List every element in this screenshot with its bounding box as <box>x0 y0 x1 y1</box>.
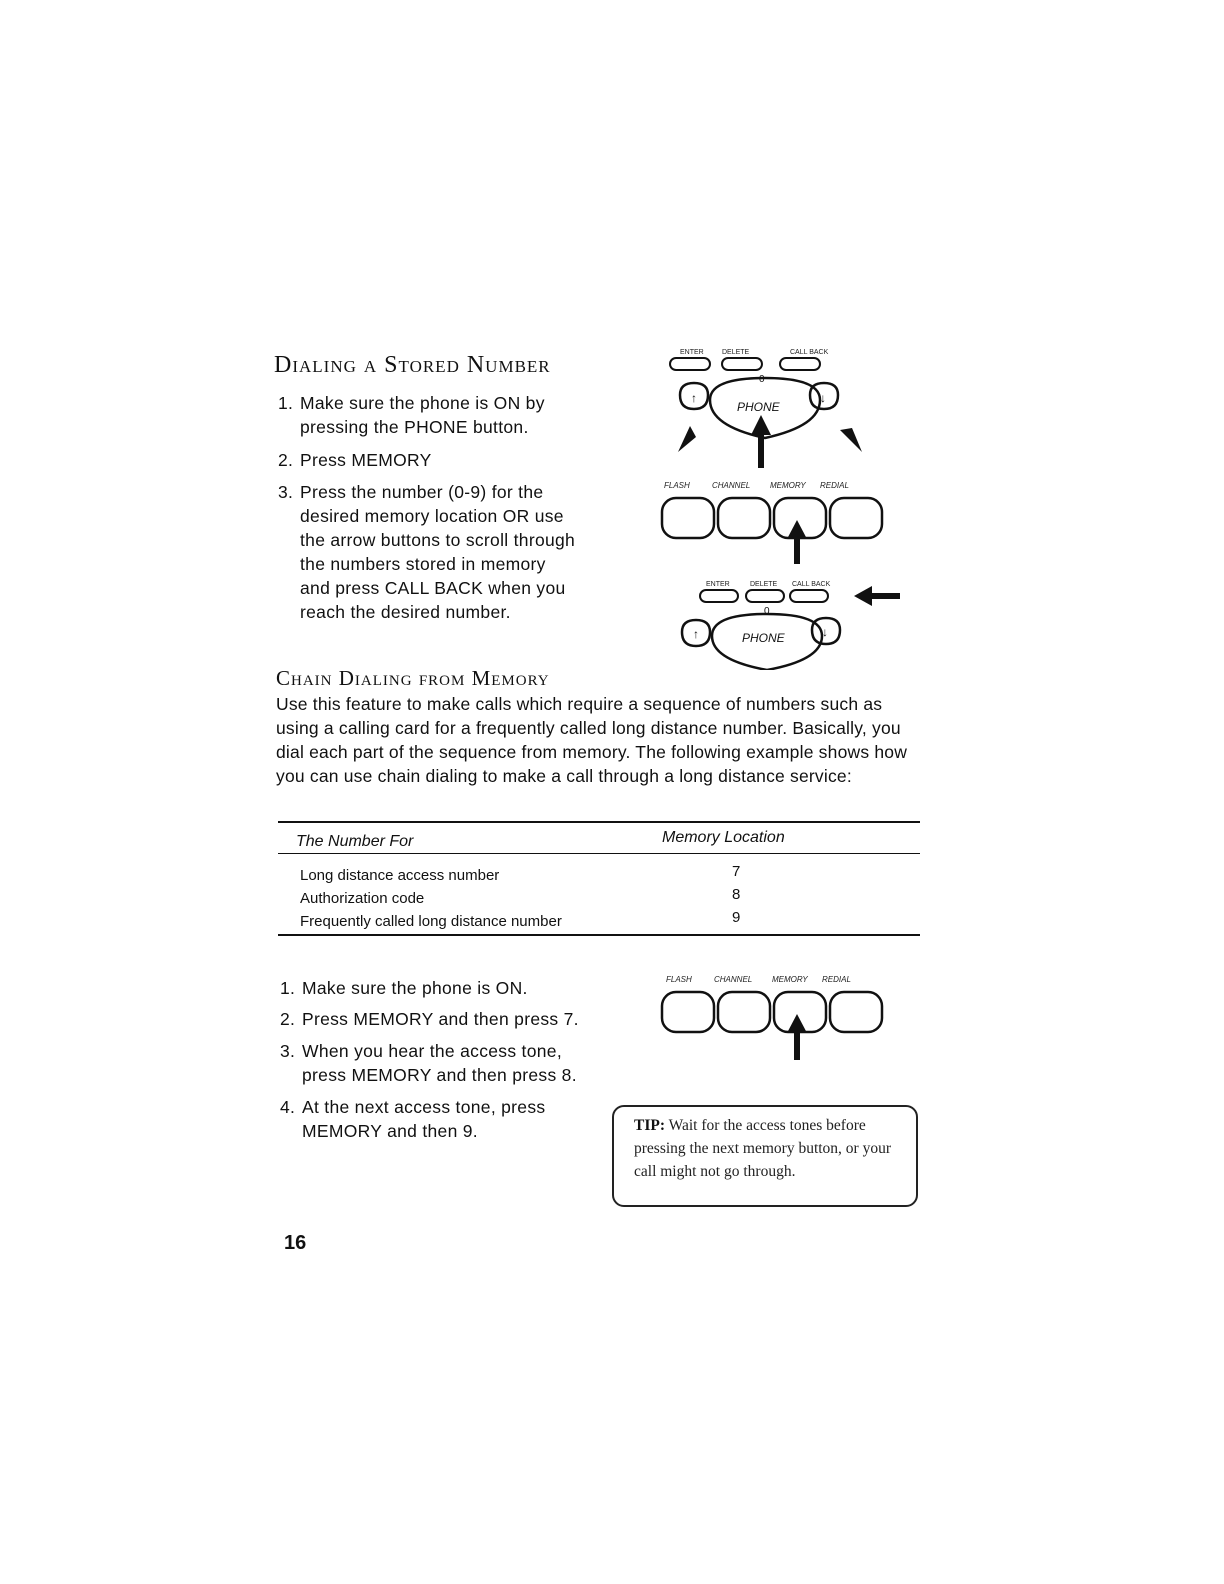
table-cell-location: 7 <box>732 863 741 880</box>
zero-label: 0 <box>764 606 770 617</box>
call-back-label: CALL BACK <box>792 581 831 588</box>
flash-button <box>662 498 714 538</box>
phone-label: PHONE <box>742 631 785 645</box>
step-number: 2. <box>278 450 294 470</box>
step-number: 4. <box>280 1097 296 1117</box>
zero-label: 0 <box>759 374 765 385</box>
table-cell-location: 8 <box>732 886 741 903</box>
section-title-dialing-stored-number: Dialing a Stored Number <box>274 352 551 378</box>
up-glyph: ↑ <box>693 627 699 641</box>
step-4 <box>280 1095 580 1143</box>
channel-button <box>718 498 770 538</box>
step-1 <box>278 391 578 439</box>
tip-text <box>634 1114 906 1183</box>
table-header-rule <box>278 853 920 854</box>
step-2 <box>278 448 578 472</box>
memory-label: MEMORY <box>770 481 806 490</box>
flash-label: FLASH <box>666 975 692 984</box>
step-text: Press MEMORY and then press 7. <box>302 1009 579 1029</box>
intro-paragraph: Use this feature to make calls which require a sequence of numbers such as using a calling card for a frequently called long distance number. Basically, you dial each part of the sequence from memory. The following example shows how you can use chain dialing to make a call through a long distance service: <box>276 694 908 786</box>
tip-label: TIP: <box>634 1117 665 1134</box>
section-title-chain-dialing: Chain Dialing from Memory <box>276 666 550 690</box>
arrow-icon <box>751 415 771 435</box>
enter-label: ENTER <box>706 581 730 588</box>
page-number: 16 <box>284 1232 307 1254</box>
table-row: Frequently called long distance number <box>300 913 562 930</box>
channel-label: CHANNEL <box>712 481 751 490</box>
channel-button <box>718 992 770 1032</box>
step-text: Press MEMORY <box>300 450 432 470</box>
arrow-icon <box>840 428 862 452</box>
step-text: When you hear the access tone, press MEMORY and then press 8. <box>302 1041 577 1085</box>
redial-button <box>830 498 882 538</box>
call-back-button <box>790 590 828 602</box>
redial-label: REDIAL <box>822 975 851 984</box>
delete-button <box>746 590 784 602</box>
table-top-rule <box>278 821 920 823</box>
keypad-diagram-top <box>640 340 910 670</box>
step-number: 2. <box>280 1009 296 1029</box>
phone-label: PHONE <box>737 400 780 414</box>
enter-button <box>670 358 710 370</box>
arrow-icon <box>758 430 764 468</box>
call-back-button <box>780 358 820 370</box>
tip-body: Wait for the access tones before pressing the next memory button, or your call might not go through. <box>634 1117 891 1180</box>
flash-button <box>662 992 714 1032</box>
table-bottom-rule <box>278 934 920 936</box>
call-back-label: CALL BACK <box>790 349 829 356</box>
step-text: Make sure the phone is ON by pressing the PHONE button. <box>300 393 545 437</box>
arrow-icon <box>854 586 872 606</box>
table-header-memory-location: Memory Location <box>662 829 785 846</box>
flash-label: FLASH <box>664 481 690 490</box>
redial-button <box>830 992 882 1032</box>
redial-label: REDIAL <box>820 481 849 490</box>
table-cell-location: 9 <box>732 909 741 926</box>
delete-label: DELETE <box>750 581 778 588</box>
step-text: Make sure the phone is ON. <box>302 978 528 998</box>
channel-label: CHANNEL <box>714 975 753 984</box>
table-row: Long distance access number <box>300 867 500 884</box>
arrow-icon <box>787 520 807 539</box>
up-glyph: ↑ <box>691 391 697 405</box>
table-header-number-for: The Number For <box>296 833 414 850</box>
step-number: 3. <box>280 1041 296 1061</box>
step-text: At the next access tone, press MEMORY and then 9. <box>302 1097 546 1141</box>
step-2 <box>280 1007 600 1031</box>
step-3 <box>278 480 578 624</box>
enter-button <box>700 590 738 602</box>
enter-label: ENTER <box>680 349 704 356</box>
delete-label: DELETE <box>722 349 750 356</box>
arrow-icon <box>787 1014 807 1033</box>
delete-button <box>722 358 762 370</box>
down-glyph: ↓ <box>822 625 828 639</box>
memory-label: MEMORY <box>772 975 808 984</box>
down-glyph: ↓ <box>820 391 826 405</box>
tip-box <box>612 1105 918 1207</box>
step-number: 3. <box>278 482 294 502</box>
step-number: 1. <box>278 393 294 413</box>
step-text: Press the number (0-9) for the desired memory location OR use the arrow buttons to scroll through the numbers stored in memory and press CALL BACK when you reach the desired number. <box>300 482 576 622</box>
step-number: 1. <box>280 978 296 998</box>
step-1 <box>280 976 600 1000</box>
keypad-diagram-bottom <box>640 968 910 1068</box>
step-3 <box>280 1039 600 1087</box>
table-row: Authorization code <box>300 890 425 907</box>
arrow-icon <box>678 426 696 452</box>
